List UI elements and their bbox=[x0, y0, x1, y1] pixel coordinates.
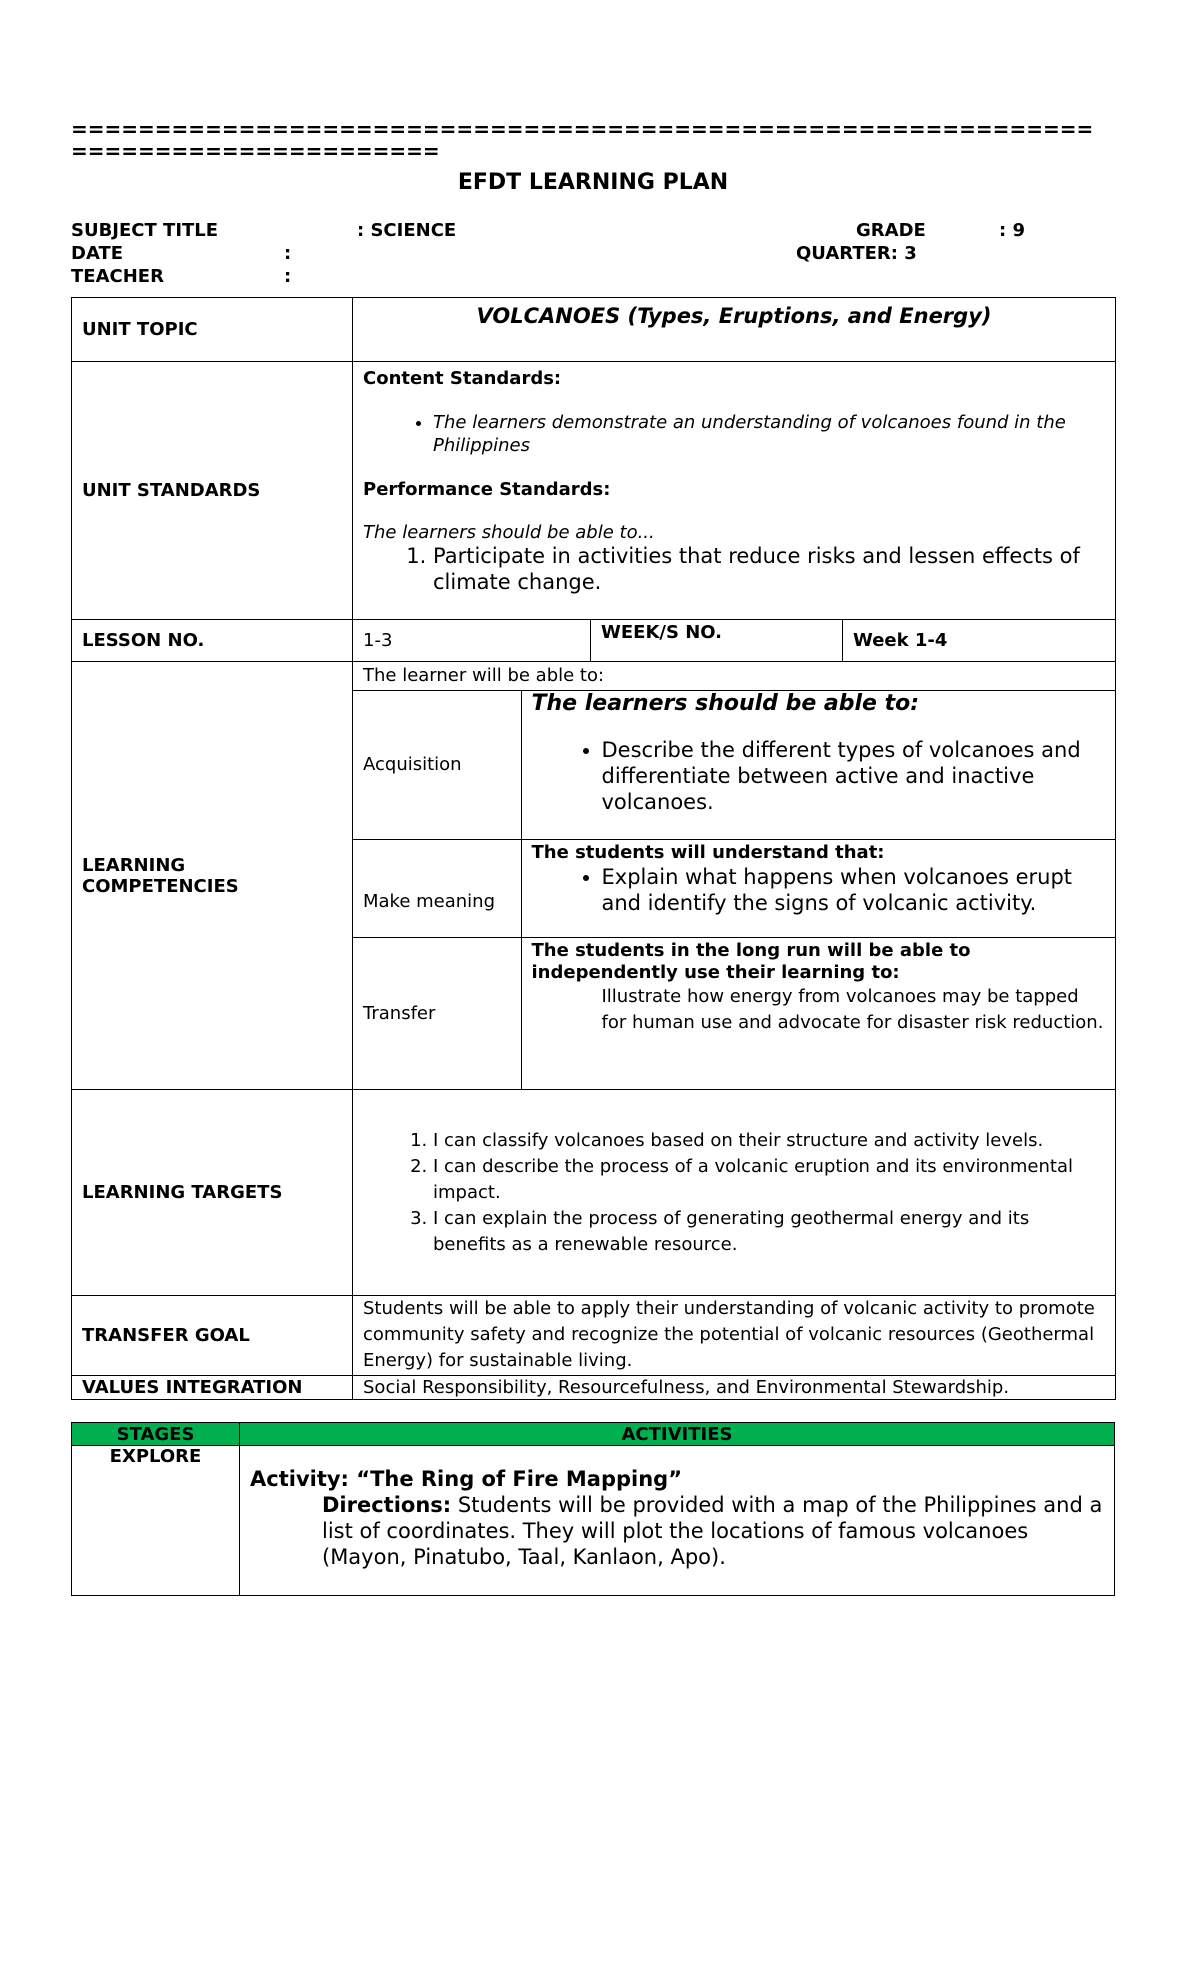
values-integration-row bbox=[72, 1376, 1116, 1400]
list-item: 3. I can explain the process of generating geothermal energy and its benefits as a renewable resource. bbox=[433, 1206, 1105, 1258]
unit-topic-label: UNIT TOPIC bbox=[72, 298, 353, 362]
unit-topic-row bbox=[72, 298, 1116, 362]
document-title: EFDT LEARNING PLAN bbox=[457, 170, 729, 195]
separator-rule: ============================================================= bbox=[71, 118, 1094, 140]
list-item: • Explain what happens when volcanoes erupt and identify the signs of volcanic activity. bbox=[602, 864, 1106, 916]
learning-targets-list bbox=[363, 1128, 1105, 1258]
teacher-label: TEACHER bbox=[71, 266, 164, 287]
lesson-value: 1-3 bbox=[353, 620, 591, 662]
unit-topic-value: VOLCANOES (Types, Eruptions, and Energy) bbox=[353, 298, 1116, 362]
transfer-heading: The students in the long run will be able to independently use their learning to: bbox=[531, 939, 971, 983]
learning-targets-label: LEARNING TARGETS bbox=[72, 1090, 353, 1296]
separator-rule-short: ====================== bbox=[71, 140, 440, 162]
make-meaning-label: Make meaning bbox=[353, 839, 521, 937]
list-item: 2. I can describe the process of a volcanic eruption and its environmental impact. bbox=[433, 1154, 1105, 1206]
date-colon: : bbox=[284, 243, 292, 264]
directions-text: Students will be provided with a map of the Philippines and a list of coordinates. They will plot the locations of famous volcanoes (Mayon, Pinatubo, Taal, Kanlaon, Apo). bbox=[322, 1493, 1103, 1569]
competencies-intro: The learner will be able to: bbox=[353, 662, 1115, 691]
explore-stage: EXPLORE bbox=[72, 1446, 240, 1596]
make-meaning-detail bbox=[521, 839, 1115, 937]
activities-header-row bbox=[72, 1423, 1115, 1446]
acquisition-label: Acquisition bbox=[353, 691, 521, 839]
transfer-goal-value: Students will be able to apply their understanding of volcanic activity to promote community safety and recognize the potential of volcanic resources (Geothermal Energy) for sustainable living. bbox=[353, 1296, 1116, 1376]
transfer-goal-row bbox=[72, 1296, 1116, 1376]
make-meaning-list bbox=[532, 864, 1106, 916]
lesson-label: LESSON NO. bbox=[72, 620, 353, 662]
performance-standards-heading: Performance Standards: bbox=[363, 479, 611, 500]
content-standards-heading: Content Standards: bbox=[363, 368, 562, 389]
subject-label: SUBJECT TITLE bbox=[71, 220, 219, 241]
list-item: • Describe the different types of volcanoes and differentiate between active and inactive volcanoes. bbox=[602, 737, 1106, 815]
date-label: DATE bbox=[71, 243, 124, 264]
unit-standards-content bbox=[353, 362, 1116, 620]
acquisition-heading: The learners should be able to: bbox=[531, 691, 920, 716]
list-item: 1. I can classify volcanoes based on their structure and activity levels. bbox=[433, 1128, 1105, 1154]
explore-row bbox=[72, 1446, 1115, 1596]
make-meaning-row bbox=[353, 839, 1115, 937]
unit-plan-table bbox=[71, 297, 1116, 1400]
unit-standards-label: UNIT STANDARDS bbox=[72, 362, 353, 620]
transfer-text: Illustrate how energy from volcanoes may be tapped for human use and advocate for disaster risk reduction. bbox=[601, 985, 1104, 1033]
values-integration-label: VALUES INTEGRATION bbox=[72, 1376, 353, 1400]
learning-targets-content bbox=[353, 1090, 1116, 1296]
make-meaning-heading: The students will understand that: bbox=[531, 841, 885, 863]
activities-table bbox=[71, 1422, 1115, 1596]
learning-competencies-label: LEARNING COMPETENCIES bbox=[72, 662, 353, 1090]
competencies-table bbox=[353, 691, 1115, 1089]
week-value: Week 1-4 bbox=[843, 620, 1116, 662]
teacher-colon: : bbox=[284, 266, 292, 287]
directions-label: Directions: bbox=[322, 1493, 452, 1517]
plan-metadata bbox=[71, 219, 1115, 297]
transfer-goal-label: TRANSFER GOAL bbox=[72, 1296, 353, 1376]
quarter-label: QUARTER: 3 bbox=[796, 243, 917, 264]
transfer-row bbox=[353, 937, 1115, 1089]
acquisition-list bbox=[532, 737, 1106, 815]
learning-competencies-content bbox=[353, 662, 1116, 1090]
transfer-detail bbox=[521, 937, 1115, 1089]
grade-value: : 9 bbox=[999, 220, 1025, 241]
acquisition-detail bbox=[521, 691, 1115, 839]
values-integration-value: Social Responsibility, Resourcefulness, and Environmental Stewardship. bbox=[353, 1376, 1116, 1400]
lesson-row bbox=[72, 620, 1116, 662]
transfer-label: Transfer bbox=[353, 937, 521, 1089]
content-standards-list bbox=[363, 411, 1105, 457]
unit-standards-row bbox=[72, 362, 1116, 620]
activity-directions bbox=[250, 1492, 1104, 1570]
list-item: • The learners demonstrate an understanding of volcanoes found in the Philippines bbox=[433, 411, 1105, 457]
learning-plan-document bbox=[71, 118, 1115, 1596]
week-label: WEEK/S NO. bbox=[591, 620, 843, 662]
stages-header: STAGES bbox=[72, 1423, 240, 1446]
learning-targets-row bbox=[72, 1090, 1116, 1296]
learning-competencies-row bbox=[72, 662, 1116, 1090]
subject-value: : SCIENCE bbox=[357, 220, 457, 241]
grade-label: GRADE bbox=[856, 220, 926, 241]
performance-standards-list bbox=[363, 543, 1105, 595]
activities-header: ACTIVITIES bbox=[240, 1423, 1115, 1446]
acquisition-row bbox=[353, 691, 1115, 839]
performance-standards-lead: The learners should be able to... bbox=[363, 522, 655, 543]
list-item: 1. Participate in activities that reduce risks and lessen effects of climate change. bbox=[433, 543, 1105, 595]
explore-activity bbox=[240, 1446, 1115, 1596]
activity-title: Activity: “The Ring of Fire Mapping” bbox=[250, 1467, 682, 1491]
